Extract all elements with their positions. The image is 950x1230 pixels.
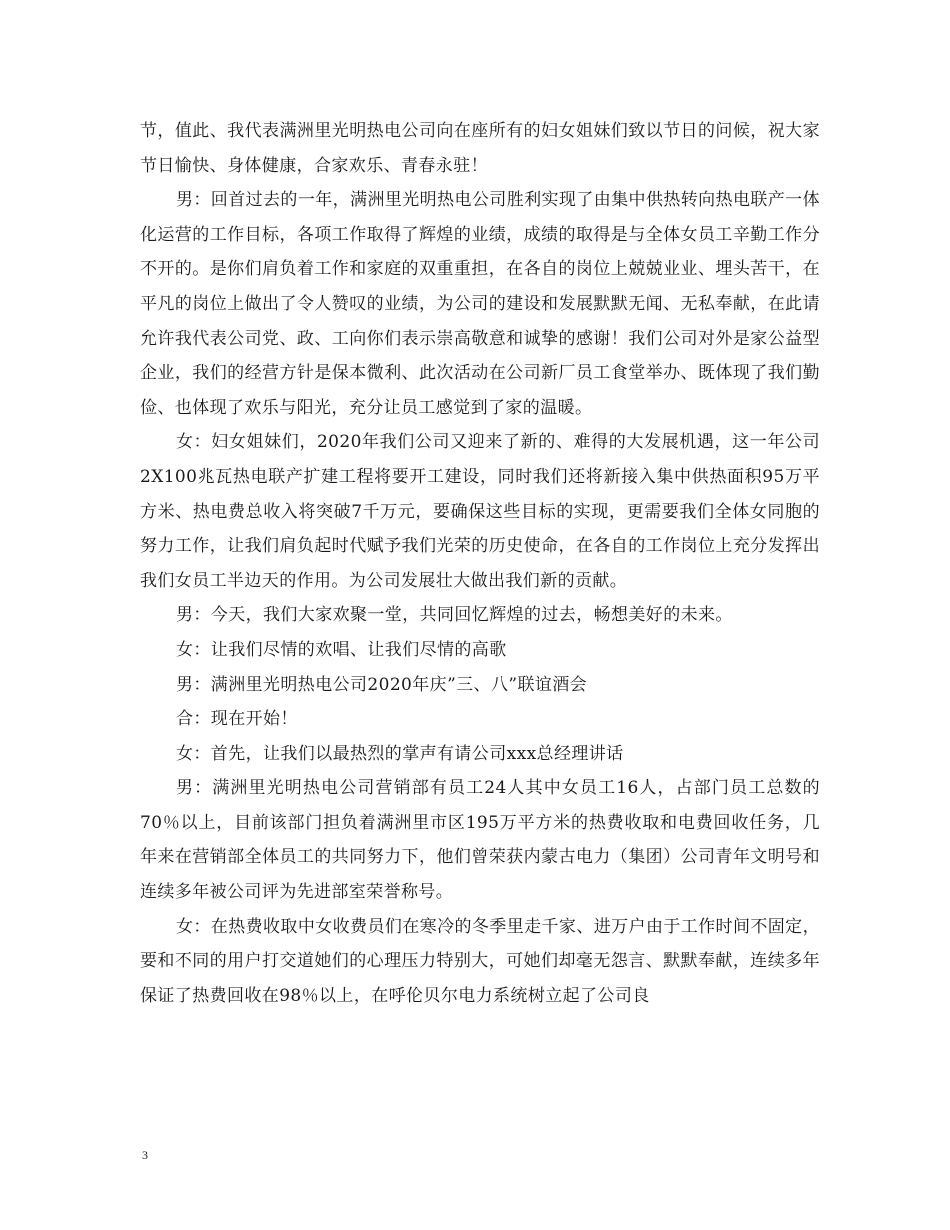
paragraph: 女：让我们尽情的欢唱、让我们尽情的高歌 xyxy=(176,639,507,660)
paragraph: 男：回首过去的一年，满洲里光明热电公司胜利实现了由集中供热转向热电联产一体化运营的工作目标，各项工作取得了辉煌的业绩，成绩的取得是与全体女员工辛勤工作分不开的。是你们肩负着工作和家庭的双重重担，在各自的岗位上兢兢业业、埋头苦干，在平凡的岗位上做出了令人赞叹的业绩，为公司的建设和发展默默无闻、无私奉献，在此请允许我代表公司党、政、工向你们表示崇高敬意和诚挚的感谢！我们公司对外是家公益型企业，我们的经营方针是保本微利、此次活动在公司新厂员工食堂举办、既体现了我们勤俭、也体现了欢乐与阳光，充分让员工感觉到了家的温暖。 xyxy=(140,190,820,418)
document-body xyxy=(140,114,820,1013)
paragraph: 女：妇女姐妹们，2020年我们公司又迎来了新的、难得的大发展机遇，这一年公司2X100兆瓦热电联产扩建工程将要开工建设，同时我们还将新接入集中供热面积95万平方米、热电费总收入将突破7千万元，要确保这些目标的实现，更需要我们全体女同胞的努力工作，让我们肩负起时代赋予我们光荣的历史使命，在各自的工作岗位上充分发挥出我们女员工半边天的作用。为公司发展壮大做出我们新的贡献。 xyxy=(140,432,820,591)
paragraph: 女：在热费收取中女收费员们在寒冷的冬季里走千家、进万户由于工作时间不固定，要和不同的用户打交道她们的心理压力特别大，可她们却毫无怨言、默默奉献，连续多年保证了热费回收在98％以上，在呼伦贝尔电力系统树立起了公司良 xyxy=(140,916,820,1006)
paragraph: 女：首先，让我们以最热烈的掌声有请公司xxx总经理讲话 xyxy=(176,743,624,764)
paragraph: 男：满洲里光明热电公司2020年庆”三、八”联谊酒会 xyxy=(176,674,588,695)
paragraph: 节，值此、我代表满洲里光明热电公司向在座所有的妇女姐妹们致以节日的问候，祝大家节日愉快、身体健康，合家欢乐、青春永驻！ xyxy=(140,121,820,176)
page-number: 3 xyxy=(142,1148,148,1162)
paragraph: 男：满洲里光明热电公司营销部有员工24人其中女员工16人，占部门员工总数的70％以上，目前该部门担负着满洲里市区195万平方米的热费收取和电费回收任务，几年来在营销部全体员工的共同努力下，他们曾荣获内蒙古电力（集团）公司青年文明号和连续多年被公司评为先进部室荣誉称号。 xyxy=(140,778,820,903)
paragraph: 合：现在开始！ xyxy=(176,709,298,730)
paragraph: 男：今天，我们大家欢聚一堂，共同回忆辉煌的过去，畅想美好的未来。 xyxy=(176,605,733,626)
